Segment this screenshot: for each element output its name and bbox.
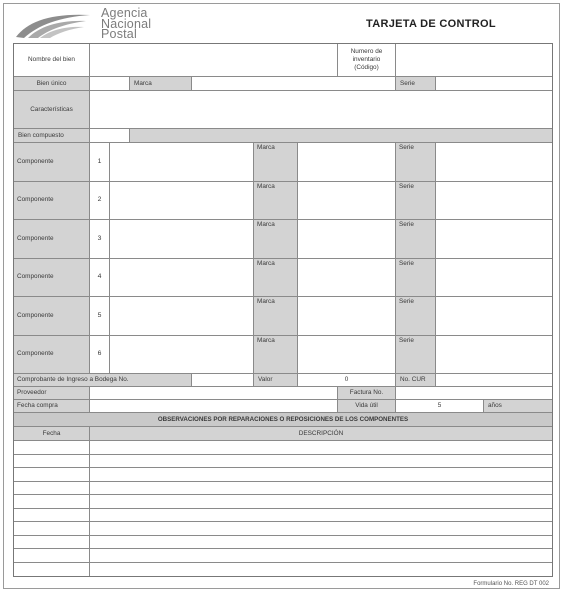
- bien-unico-marca-label: Marca: [130, 77, 192, 91]
- obs-fecha-cell[interactable]: [14, 468, 90, 482]
- agencia-nacional-postal-logo: [14, 6, 174, 41]
- factura-label: Factura No.: [338, 387, 396, 400]
- component-serie-field[interactable]: [436, 182, 552, 221]
- numero-inventario-field[interactable]: [396, 44, 552, 77]
- bien-unico-label: Bien único: [14, 77, 90, 91]
- factura-field[interactable]: [396, 387, 552, 400]
- component-name-field[interactable]: [110, 220, 254, 259]
- component-serie-label: Serie: [396, 297, 436, 336]
- obs-descripcion-cell[interactable]: [90, 563, 552, 577]
- component-number: 4: [90, 259, 110, 298]
- component-name-field[interactable]: [110, 336, 254, 375]
- col-header-descripcion: DESCRIPCIÓN: [90, 427, 552, 441]
- obs-fecha-cell[interactable]: [14, 549, 90, 563]
- component-serie-field[interactable]: [436, 336, 552, 375]
- component-marca-field[interactable]: [298, 297, 396, 336]
- component-serie-label: Serie: [396, 182, 436, 221]
- bien-unico-marca-field[interactable]: [192, 77, 396, 91]
- no-cur-field[interactable]: [436, 374, 552, 387]
- bien-unico-serie-field[interactable]: [436, 77, 552, 91]
- obs-descripcion-cell[interactable]: [90, 536, 552, 550]
- component-number: 6: [90, 336, 110, 375]
- obs-fecha-cell[interactable]: [14, 509, 90, 523]
- bien-compuesto-shaded-bar: [130, 129, 552, 143]
- component-serie-field[interactable]: [436, 259, 552, 298]
- anios-label: años: [484, 400, 552, 413]
- document-title: TARJETA DE CONTROL: [366, 18, 496, 30]
- vida-util-field[interactable]: 5: [396, 400, 484, 413]
- no-cur-label: No. CUR: [396, 374, 436, 387]
- obs-descripcion-cell[interactable]: [90, 509, 552, 523]
- component-serie-field[interactable]: [436, 143, 552, 182]
- component-label: Componente: [14, 182, 90, 221]
- logo-line-1: Agencia: [101, 6, 148, 20]
- valor-label: Valor: [254, 374, 298, 387]
- component-serie-label: Serie: [396, 336, 436, 375]
- component-serie-field[interactable]: [436, 220, 552, 259]
- valor-field[interactable]: 0: [298, 374, 396, 387]
- component-serie-field[interactable]: [436, 297, 552, 336]
- component-number: 3: [90, 220, 110, 259]
- logo-text: [101, 8, 151, 40]
- bien-unico-serie-label: Serie: [396, 77, 436, 91]
- control-form-grid: [13, 43, 553, 577]
- observaciones-title: OBSERVACIONES POR REPARACIONES O REPOSICIONES DE LOS COMPONENTES: [14, 413, 552, 427]
- fecha-compra-field[interactable]: [90, 400, 338, 413]
- component-marca-field[interactable]: [298, 182, 396, 221]
- component-marca-field[interactable]: [298, 336, 396, 375]
- control-card-page: [3, 3, 560, 589]
- obs-descripcion-cell[interactable]: [90, 549, 552, 563]
- bien-compuesto-label: Bien compuesto: [14, 129, 90, 143]
- component-serie-label: Serie: [396, 259, 436, 298]
- component-name-field[interactable]: [110, 143, 254, 182]
- caracteristicas-field[interactable]: [90, 91, 552, 129]
- logo-line-2: Nacional: [101, 16, 152, 31]
- component-label: Componente: [14, 220, 90, 259]
- obs-fecha-cell[interactable]: [14, 455, 90, 469]
- component-serie-label: Serie: [396, 143, 436, 182]
- component-name-field[interactable]: [110, 259, 254, 298]
- comprobante-label: Comprobante de Ingreso a Bodega No.: [14, 374, 192, 387]
- component-label: Componente: [14, 143, 90, 182]
- obs-fecha-cell[interactable]: [14, 495, 90, 509]
- col-header-fecha: Fecha: [14, 427, 90, 441]
- obs-fecha-cell[interactable]: [14, 482, 90, 496]
- component-serie-label: Serie: [396, 220, 436, 259]
- obs-descripcion-cell[interactable]: [90, 455, 552, 469]
- component-label: Componente: [14, 259, 90, 298]
- component-marca-field[interactable]: [298, 143, 396, 182]
- obs-descripcion-cell[interactable]: [90, 482, 552, 496]
- component-marca-label: Marca: [254, 297, 298, 336]
- component-marca-label: Marca: [254, 259, 298, 298]
- obs-descripcion-cell[interactable]: [90, 441, 552, 455]
- component-number: 1: [90, 143, 110, 182]
- form-code: Formulario No. REG DT 002: [473, 581, 549, 587]
- obs-fecha-cell[interactable]: [14, 563, 90, 577]
- obs-fecha-cell[interactable]: [14, 441, 90, 455]
- caracteristicas-label: Características: [14, 91, 90, 129]
- component-number: 5: [90, 297, 110, 336]
- proveedor-field[interactable]: [90, 387, 338, 400]
- component-marca-label: Marca: [254, 336, 298, 375]
- proveedor-label: Proveedor: [14, 387, 90, 400]
- vida-util-label: Vida útil: [338, 400, 396, 413]
- obs-descripcion-cell[interactable]: [90, 495, 552, 509]
- logo-line-3: Postal: [101, 27, 137, 41]
- bien-unico-field[interactable]: [90, 77, 130, 91]
- obs-fecha-cell[interactable]: [14, 536, 90, 550]
- nombre-del-bien-field[interactable]: [90, 44, 338, 77]
- fecha-compra-label: Fecha compra: [14, 400, 90, 413]
- component-number: 2: [90, 182, 110, 221]
- component-marca-field[interactable]: [298, 220, 396, 259]
- component-marca-label: Marca: [254, 182, 298, 221]
- numero-inventario-label: Numero de inventario (Código): [338, 44, 396, 77]
- component-marca-field[interactable]: [298, 259, 396, 298]
- component-label: Componente: [14, 297, 90, 336]
- component-name-field[interactable]: [110, 182, 254, 221]
- bien-compuesto-field[interactable]: [90, 129, 130, 143]
- component-marca-label: Marca: [254, 220, 298, 259]
- comprobante-field[interactable]: [192, 374, 254, 387]
- obs-descripcion-cell[interactable]: [90, 522, 552, 536]
- component-label: Componente: [14, 336, 90, 375]
- nombre-del-bien-label: Nombre del bien: [14, 44, 90, 77]
- component-marca-label: Marca: [254, 143, 298, 182]
- postal-swoosh-icon: [14, 11, 92, 39]
- component-name-field[interactable]: [110, 297, 254, 336]
- obs-descripcion-cell[interactable]: [90, 468, 552, 482]
- obs-fecha-cell[interactable]: [14, 522, 90, 536]
